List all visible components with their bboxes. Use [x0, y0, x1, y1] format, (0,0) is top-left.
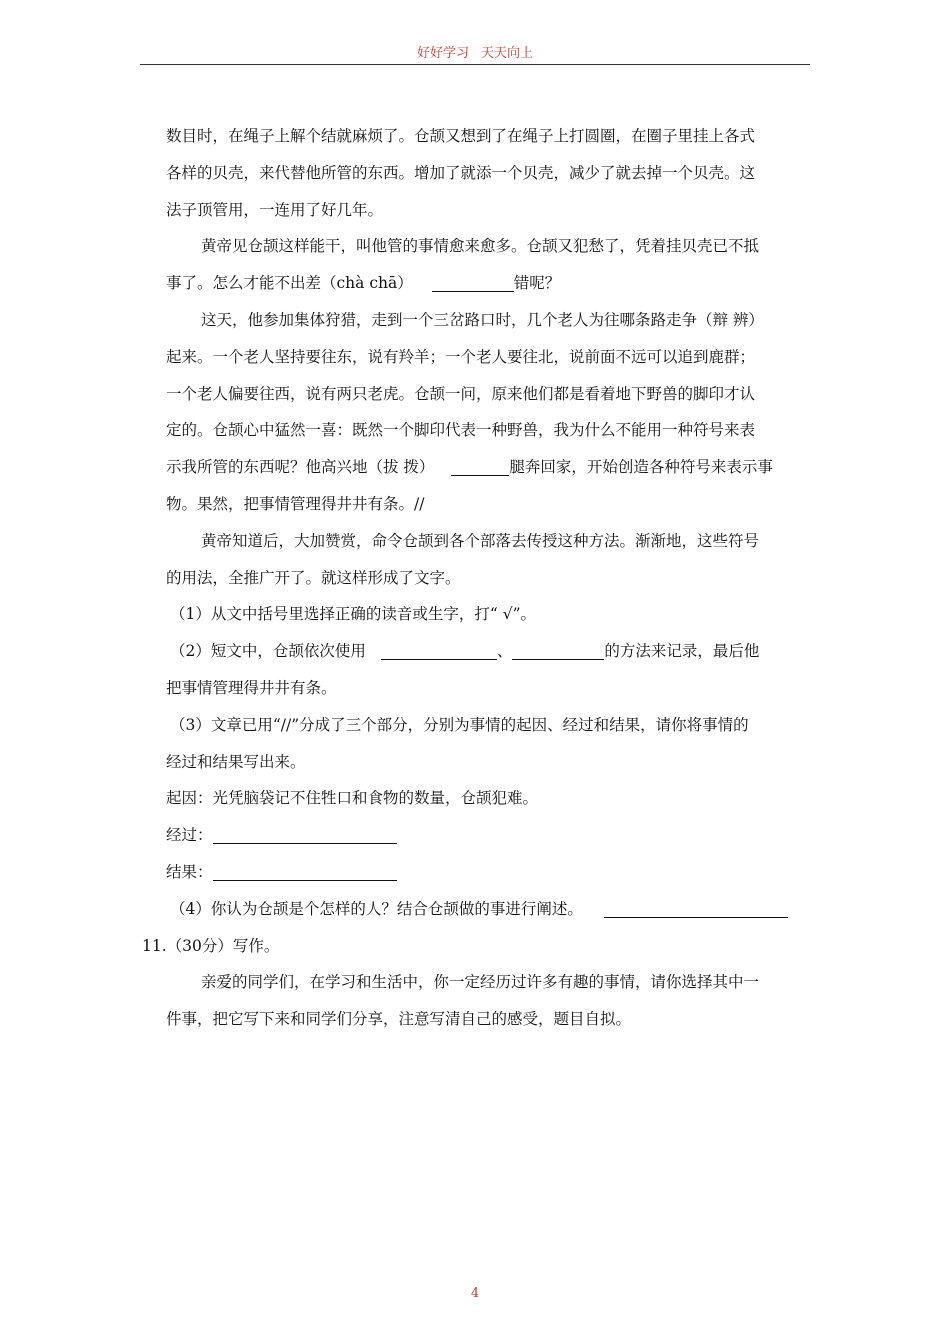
answer-blank-result[interactable] — [213, 862, 397, 881]
question-3-process — [166, 817, 811, 854]
header-divider — [140, 64, 810, 65]
writing-prompt-line: 亲爱的同学们，在学习和生活中，你一定经历过许多有趣的事情，请你选择其中一 — [201, 973, 760, 992]
passage-text: 示我所管的东西呢？他高兴地（拔 拨） — [166, 458, 435, 477]
passage-line: 一个老人偏要往西，说有两只老虎。仓颉一问，原来他们都是看着地下野兽的脚印才认 — [166, 384, 756, 403]
passage-line: 黄帝见仓颉这样能干，叫他管的事情愈来愈多。仓颉又犯愁了，凭着挂贝壳已不抵 — [201, 237, 760, 256]
question-4 — [166, 891, 811, 928]
question-3: （3）文章已用“//”分成了三个部分，分别为事情的起因、经过和结果，请你将事情的 — [170, 715, 749, 734]
answer-blank-method-1[interactable] — [381, 641, 497, 660]
passage-text: 事了。怎么才能不出差（chà chā） — [166, 274, 413, 293]
passage-line: 物。果然，把事情管理得井井有条。// — [166, 494, 425, 513]
passage-line: 起来。一个老人坚持要往东，说有羚羊；一个老人要往北，说前面不远可以追到鹿群； — [166, 347, 756, 366]
question-3-continued: 经过和结果写出来。 — [166, 752, 306, 771]
answer-blank-q4[interactable] — [604, 899, 788, 918]
answer-blank-process[interactable] — [213, 825, 397, 844]
passage-text: 腿奔回家，开始创造各种符号来表示事 — [509, 458, 773, 477]
passage-line: 数目时，在绳子上解个结就麻烦了。仓颉又想到了在绳子上打圆圈，在圈子里挂上各式 — [166, 127, 756, 145]
writing-prompt-line: 件事，把它写下来和同学们分享，注意写清自己的感受，题目自拟。 — [166, 1010, 632, 1029]
header-motto-right: 天天向上 — [481, 46, 534, 61]
question-separator: 、 — [496, 642, 513, 661]
passage-line: 法子顶管用，一连用了好几年。 — [166, 200, 384, 219]
page-number: 4 — [470, 1286, 480, 1301]
question-3-result — [166, 854, 811, 891]
passage-line: 黄帝知道后，大加赞赏，命令仓颉到各个部落去传授这种方法。渐渐地，这些符号 — [201, 531, 760, 550]
document-body — [142, 118, 811, 1038]
passage-line: 的用法，全推广开了。就这样形成了文字。 — [166, 568, 461, 587]
answer-blank-method-2[interactable] — [512, 641, 604, 660]
question-text: （2）短文中，仓颉依次使用 — [170, 642, 366, 661]
question-2 — [166, 633, 811, 670]
passage-line: 定的。仓颉心中猛然一喜：既然一个脚印代表一种野兽，我为什么不能用一种符号来表 — [166, 421, 756, 440]
passage-line: 各样的贝壳，来代替他所管的东西。增加了就添一个贝壳，减少了就去掉一个贝壳。这 — [166, 163, 756, 182]
question-1: （1）从文中括号里选择正确的读音或生字，打“ √”。 — [170, 605, 537, 624]
question-text: （4）你认为仓颉是个怎样的人？结合仓颉做的事进行阐述。 — [170, 899, 583, 918]
process-label: 经过： — [166, 826, 213, 845]
writing-title: 11.（30分）写作。 — [142, 936, 280, 955]
question-text: 的方法来记录，最后他 — [604, 642, 760, 661]
header-motto-left: 好好学习 — [416, 46, 469, 61]
fill-blank[interactable] — [451, 457, 509, 476]
result-label: 结果： — [166, 862, 213, 881]
passage-line — [166, 265, 811, 302]
page-header — [0, 42, 950, 61]
question-2-continued: 把事情管理得井井有条。 — [166, 678, 337, 697]
passage-line: 这天，他参加集体狩猎，走到一个三岔路口时，几个老人为往哪条路走争（辩 辨） — [201, 310, 764, 329]
question-3-cause: 起因：光凭脑袋记不住牲口和食物的数量，仓颉犯难。 — [166, 789, 539, 808]
passage-line — [166, 449, 811, 486]
fill-blank[interactable] — [432, 273, 514, 292]
passage-text: 错呢？ — [513, 274, 561, 293]
